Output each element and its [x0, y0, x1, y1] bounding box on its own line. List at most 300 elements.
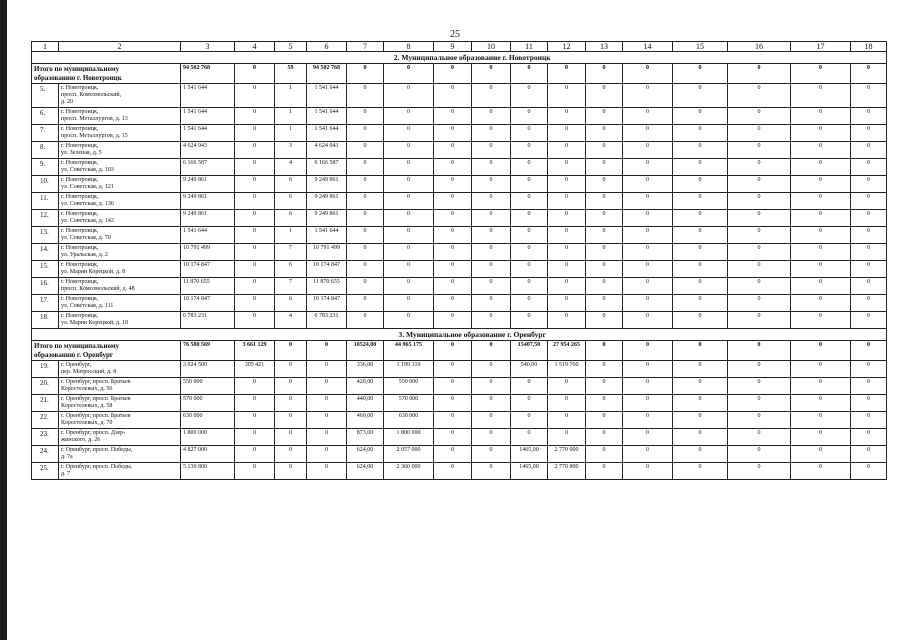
- value-cell: 9 249 861: [181, 193, 235, 210]
- row-number: 14.: [32, 244, 59, 261]
- value-cell: 9 249 861: [307, 176, 347, 193]
- value-cell: 0: [791, 125, 851, 142]
- value-cell: 0: [623, 227, 673, 244]
- value-cell: 0: [548, 176, 586, 193]
- row-number: 18.: [32, 312, 59, 329]
- value-cell: 0: [472, 278, 511, 295]
- table-row: [32, 395, 887, 412]
- value-cell: 0: [586, 395, 623, 412]
- table-row: [32, 278, 887, 295]
- value-cell: 1 541 644: [307, 227, 347, 244]
- value-cell: 0: [511, 261, 548, 278]
- value-cell: 0: [728, 463, 791, 480]
- table-row: [32, 84, 887, 108]
- value-cell: 0: [384, 125, 434, 142]
- value-cell: 9 249 861: [307, 210, 347, 227]
- page-number: 25: [450, 29, 460, 40]
- address-line: г. Новотроицк,: [61, 296, 99, 302]
- value-cell: 4 827 000: [181, 446, 235, 463]
- value-cell: 0: [728, 278, 791, 295]
- value-cell: 0: [673, 125, 728, 142]
- value-cell: 0: [673, 210, 728, 227]
- value-cell: 0: [275, 395, 307, 412]
- value-cell: 0: [434, 446, 472, 463]
- value-cell: 420,00: [347, 378, 384, 395]
- value-cell: 0: [586, 378, 623, 395]
- value-cell: 0: [791, 429, 851, 446]
- total-value-cell: 0: [728, 64, 791, 84]
- value-cell: 0: [728, 159, 791, 176]
- value-cell: 0: [472, 261, 511, 278]
- row-number: 8.: [32, 142, 59, 159]
- value-cell: 0: [472, 361, 511, 378]
- value-cell: 0: [511, 412, 548, 429]
- value-cell: 0: [623, 176, 673, 193]
- value-cell: 0: [586, 412, 623, 429]
- address-line: г. Новотроицк,: [61, 160, 99, 166]
- value-cell: 0: [384, 176, 434, 193]
- section-title-spacer: [32, 329, 59, 341]
- value-cell: 1: [275, 125, 307, 142]
- address-line: г. Новотроицк,: [61, 313, 99, 319]
- column-header: 4: [235, 42, 275, 52]
- value-cell: 10 791 499: [181, 244, 235, 261]
- value-cell: 0: [851, 159, 887, 176]
- value-cell: 0: [728, 412, 791, 429]
- column-header: 18: [851, 42, 887, 52]
- total-value-cell: 0: [623, 64, 673, 84]
- value-cell: 0: [728, 312, 791, 329]
- value-cell: 570 000: [384, 395, 434, 412]
- value-cell: 0: [511, 210, 548, 227]
- value-cell: 0: [851, 176, 887, 193]
- value-cell: 0: [434, 159, 472, 176]
- value-cell: 0: [548, 84, 586, 108]
- value-cell: 0: [472, 159, 511, 176]
- column-header: 3: [181, 42, 235, 52]
- total-value-cell: 0: [791, 64, 851, 84]
- column-header: 2: [59, 42, 181, 52]
- scan-left-border: [0, 0, 7, 640]
- row-number: 9.: [32, 159, 59, 176]
- column-header: 6: [307, 42, 347, 52]
- value-cell: 0: [347, 142, 384, 159]
- value-cell: 0: [347, 261, 384, 278]
- value-cell: 0: [791, 278, 851, 295]
- column-header: 9: [434, 42, 472, 52]
- table-row: [32, 176, 887, 193]
- value-cell: 0: [472, 446, 511, 463]
- value-cell: 6: [275, 176, 307, 193]
- total-value-cell: 0: [586, 341, 623, 361]
- value-cell: 624,00: [347, 446, 384, 463]
- value-cell: 0: [851, 210, 887, 227]
- table-row: [32, 463, 887, 480]
- address-line: г. Новотроицк,: [61, 143, 99, 149]
- value-cell: 630 000: [384, 412, 434, 429]
- value-cell: 0: [235, 210, 275, 227]
- value-cell: 0: [851, 412, 887, 429]
- value-cell: 0: [851, 108, 887, 125]
- header-row: [32, 42, 887, 52]
- value-cell: 0: [673, 159, 728, 176]
- table-row: [32, 378, 887, 395]
- section-title: 3. Муниципальное образование г. Оренбург: [59, 329, 887, 341]
- address-line: г. Оренбург, просп. Дзер-: [61, 430, 126, 436]
- value-cell: 0: [434, 244, 472, 261]
- total-value-cell: 44 965 175: [384, 341, 434, 361]
- value-cell: 0: [728, 446, 791, 463]
- address-cell: [59, 278, 181, 295]
- value-cell: 0: [472, 125, 511, 142]
- value-cell: 0: [511, 84, 548, 108]
- value-cell: 0: [511, 159, 548, 176]
- row-number: 17.: [32, 295, 59, 312]
- address-cell: [59, 108, 181, 125]
- value-cell: 630 000: [181, 412, 235, 429]
- value-cell: 0: [851, 244, 887, 261]
- table-row: [32, 446, 887, 463]
- value-cell: 0: [347, 108, 384, 125]
- table-row: [32, 159, 887, 176]
- address-cell: [59, 361, 181, 378]
- value-cell: 0: [728, 261, 791, 278]
- value-cell: 0: [347, 210, 384, 227]
- address-line: г. Новотроицк,: [61, 194, 99, 200]
- value-cell: 0: [728, 295, 791, 312]
- address-line: г. Новотроицк,: [61, 245, 99, 251]
- value-cell: 0: [235, 244, 275, 261]
- address-line: г. Новотроицк,: [61, 109, 99, 115]
- total-value-cell: 0: [472, 341, 511, 361]
- section-total-row: [32, 64, 887, 84]
- value-cell: 6: [275, 295, 307, 312]
- value-cell: 0: [728, 429, 791, 446]
- value-cell: 0: [728, 378, 791, 395]
- value-cell: 0: [728, 395, 791, 412]
- total-value-cell: 0: [623, 341, 673, 361]
- column-header: 14: [623, 42, 673, 52]
- value-cell: 0: [623, 142, 673, 159]
- value-cell: 0: [307, 395, 347, 412]
- value-cell: 0: [384, 278, 434, 295]
- address-line: ул. Зеленая, д. 5: [61, 150, 102, 156]
- address-cell: [59, 446, 181, 463]
- value-cell: 0: [851, 446, 887, 463]
- value-cell: 0: [235, 193, 275, 210]
- total-value-cell: 0: [548, 64, 586, 84]
- value-cell: 0: [791, 295, 851, 312]
- address-line: д. 7: [61, 471, 71, 477]
- value-cell: 0: [728, 361, 791, 378]
- total-label-line: Итого по муниципальному: [34, 342, 120, 350]
- value-cell: 0: [472, 312, 511, 329]
- row-number: 10.: [32, 176, 59, 193]
- value-cell: 4: [275, 159, 307, 176]
- value-cell: 4 624 943: [181, 142, 235, 159]
- value-cell: 0: [548, 108, 586, 125]
- value-cell: 0: [235, 446, 275, 463]
- value-cell: 0: [623, 210, 673, 227]
- value-cell: 0: [851, 312, 887, 329]
- value-cell: 0: [235, 463, 275, 480]
- value-cell: 0: [548, 159, 586, 176]
- address-cell: [59, 159, 181, 176]
- value-cell: 0: [586, 125, 623, 142]
- value-cell: 873,00: [347, 429, 384, 446]
- value-cell: 1 800 000: [384, 429, 434, 446]
- value-cell: 0: [623, 295, 673, 312]
- value-cell: 0: [586, 108, 623, 125]
- address-line: ул. Марии Корецкой, д. 8: [61, 269, 126, 275]
- address-cell: [59, 142, 181, 159]
- address-line: г. Оренбург, просп. Братьев: [61, 379, 131, 385]
- value-cell: 0: [347, 312, 384, 329]
- total-value-cell: 0: [586, 64, 623, 84]
- value-cell: 0: [673, 244, 728, 261]
- total-value-cell: 3 661 129: [235, 341, 275, 361]
- value-cell: 0: [548, 295, 586, 312]
- value-cell: 2 770 000: [548, 446, 586, 463]
- value-cell: 1: [275, 227, 307, 244]
- value-cell: 0: [586, 446, 623, 463]
- value-cell: 0: [511, 395, 548, 412]
- value-cell: 0: [673, 395, 728, 412]
- value-cell: 0: [851, 378, 887, 395]
- value-cell: 0: [728, 176, 791, 193]
- value-cell: 0: [434, 227, 472, 244]
- value-cell: 0: [851, 142, 887, 159]
- value-cell: 0: [728, 142, 791, 159]
- value-cell: 0: [623, 378, 673, 395]
- value-cell: 10 174 847: [307, 261, 347, 278]
- value-cell: 1 541 644: [181, 227, 235, 244]
- row-number: 5.: [32, 84, 59, 108]
- column-header: 10: [472, 42, 511, 52]
- value-cell: 0: [347, 278, 384, 295]
- column-header: 13: [586, 42, 623, 52]
- total-value-cell: 0: [434, 341, 472, 361]
- value-cell: 0: [235, 395, 275, 412]
- row-number: 25.: [32, 463, 59, 480]
- value-cell: 4: [275, 312, 307, 329]
- value-cell: 0: [347, 295, 384, 312]
- address-line: г. Новотроицк,: [61, 211, 99, 217]
- value-cell: 0: [275, 463, 307, 480]
- value-cell: 0: [235, 227, 275, 244]
- value-cell: 0: [434, 142, 472, 159]
- value-cell: 0: [673, 227, 728, 244]
- address-line: г. Новотроицк,: [61, 85, 99, 91]
- value-cell: 0: [548, 210, 586, 227]
- column-header: 8: [384, 42, 434, 52]
- value-cell: 0: [586, 193, 623, 210]
- table-row: [32, 193, 887, 210]
- value-cell: 0: [673, 378, 728, 395]
- address-line: просп. Металлургов, д. 15: [61, 133, 128, 139]
- value-cell: 0: [384, 312, 434, 329]
- value-cell: 0: [434, 295, 472, 312]
- value-cell: 0: [586, 463, 623, 480]
- value-cell: 570 000: [181, 395, 235, 412]
- row-number: 15.: [32, 261, 59, 278]
- table-row: [32, 261, 887, 278]
- value-cell: 0: [791, 312, 851, 329]
- row-number: 11.: [32, 193, 59, 210]
- value-cell: 0: [511, 227, 548, 244]
- total-value-cell: 76 580 569: [181, 341, 235, 361]
- row-number: 6.: [32, 108, 59, 125]
- value-cell: 0: [791, 84, 851, 108]
- table-row: [32, 361, 887, 378]
- value-cell: 0: [235, 412, 275, 429]
- value-cell: 0: [472, 378, 511, 395]
- value-cell: 1 541 644: [181, 125, 235, 142]
- total-value-cell: 27 954 265: [548, 341, 586, 361]
- value-cell: 0: [791, 412, 851, 429]
- address-line: пер. Матросский, д. 8: [61, 369, 117, 375]
- value-cell: 0: [791, 244, 851, 261]
- row-number: 12.: [32, 210, 59, 227]
- value-cell: 0: [275, 378, 307, 395]
- value-cell: 0: [586, 176, 623, 193]
- value-cell: 0: [275, 412, 307, 429]
- column-header: 15: [673, 42, 728, 52]
- table-row: [32, 210, 887, 227]
- value-cell: 0: [791, 261, 851, 278]
- address-line: г. Оренбург,: [61, 362, 92, 368]
- value-cell: 0: [548, 378, 586, 395]
- address-line: г. Новотроицк,: [61, 177, 99, 183]
- address-line: просп. Металлургов, д. 13: [61, 116, 128, 122]
- address-line: Коростелевых, д. 56: [61, 386, 113, 392]
- section-title-row: [32, 329, 887, 341]
- value-cell: 0: [586, 84, 623, 108]
- value-cell: 2 057 000: [384, 446, 434, 463]
- address-line: жинского, д. 26: [61, 437, 101, 443]
- value-cell: 0: [728, 244, 791, 261]
- total-value-cell: 0: [673, 341, 728, 361]
- value-cell: 0: [548, 278, 586, 295]
- address-line: ул. Советская, д. 121: [61, 184, 114, 190]
- value-cell: 0: [472, 193, 511, 210]
- table-row: [32, 108, 887, 125]
- value-cell: 305 421: [235, 361, 275, 378]
- value-cell: 0: [673, 429, 728, 446]
- total-label-line: Итого по муниципальному: [34, 65, 120, 73]
- row-number: 16.: [32, 278, 59, 295]
- address-cell: [59, 463, 181, 480]
- value-cell: 550 000: [384, 378, 434, 395]
- address-line: ул. Советская, д. 136: [61, 201, 114, 207]
- value-cell: 0: [851, 395, 887, 412]
- address-line: г. Новотроицк,: [61, 228, 99, 234]
- value-cell: 0: [548, 193, 586, 210]
- table-body: [32, 42, 887, 480]
- value-cell: 6 783 231: [181, 312, 235, 329]
- value-cell: 0: [851, 295, 887, 312]
- address-cell: [59, 125, 181, 142]
- row-number: 19.: [32, 361, 59, 378]
- value-cell: 0: [623, 412, 673, 429]
- value-cell: 0: [511, 378, 548, 395]
- value-cell: 0: [307, 446, 347, 463]
- value-cell: 1 541 644: [307, 125, 347, 142]
- table-row: [32, 125, 887, 142]
- value-cell: 0: [275, 361, 307, 378]
- total-value-cell: 94 502 768: [181, 64, 235, 84]
- value-cell: 0: [275, 446, 307, 463]
- value-cell: 0: [623, 361, 673, 378]
- value-cell: 440,00: [347, 395, 384, 412]
- value-cell: 1465,00: [511, 446, 548, 463]
- value-cell: 0: [235, 378, 275, 395]
- value-cell: 0: [791, 446, 851, 463]
- address-cell: [59, 412, 181, 429]
- address-line: г. Оренбург, просп. Победы,: [61, 464, 133, 470]
- address-line: Коростелевых, д. 70: [61, 420, 113, 426]
- value-cell: 0: [623, 84, 673, 108]
- value-cell: 0: [472, 227, 511, 244]
- value-cell: 0: [673, 446, 728, 463]
- value-cell: 0: [586, 361, 623, 378]
- address-line: г. Оренбург, просп. Братьев: [61, 396, 131, 402]
- value-cell: 3: [275, 142, 307, 159]
- total-value-cell: 0: [472, 64, 511, 84]
- value-cell: 0: [434, 176, 472, 193]
- value-cell: 0: [235, 429, 275, 446]
- value-cell: 0: [623, 193, 673, 210]
- report-table: [31, 41, 887, 480]
- value-cell: 0: [347, 125, 384, 142]
- value-cell: 0: [791, 361, 851, 378]
- total-value-cell: 0: [235, 64, 275, 84]
- value-cell: 0: [548, 395, 586, 412]
- address-cell: [59, 295, 181, 312]
- value-cell: 0: [235, 159, 275, 176]
- value-cell: 10 174 847: [181, 295, 235, 312]
- value-cell: 0: [347, 193, 384, 210]
- row-number: 21.: [32, 395, 59, 412]
- value-cell: 0: [434, 412, 472, 429]
- address-line: ул. Советская, д. 103: [61, 167, 114, 173]
- column-header: 7: [347, 42, 384, 52]
- value-cell: 0: [623, 429, 673, 446]
- value-cell: 0: [434, 125, 472, 142]
- value-cell: 0: [851, 193, 887, 210]
- value-cell: 0: [851, 278, 887, 295]
- value-cell: 0: [851, 227, 887, 244]
- value-cell: 1 541 644: [307, 84, 347, 108]
- value-cell: 0: [235, 261, 275, 278]
- value-cell: 1 519 760: [548, 361, 586, 378]
- section-title-row: [32, 52, 887, 64]
- value-cell: 0: [472, 210, 511, 227]
- value-cell: 0: [548, 244, 586, 261]
- value-cell: 0: [235, 125, 275, 142]
- value-cell: 0: [384, 159, 434, 176]
- address-line: ул. Уральская, д. 2: [61, 252, 108, 258]
- total-label-line: образованию г. Оренбург: [34, 350, 114, 359]
- total-value-cell: 0: [511, 64, 548, 84]
- row-number: 13.: [32, 227, 59, 244]
- value-cell: 7: [275, 244, 307, 261]
- value-cell: 0: [728, 84, 791, 108]
- value-cell: 1 541 644: [181, 108, 235, 125]
- value-cell: 0: [673, 142, 728, 159]
- total-value-cell: 94 502 768: [307, 64, 347, 84]
- value-cell: 0: [728, 227, 791, 244]
